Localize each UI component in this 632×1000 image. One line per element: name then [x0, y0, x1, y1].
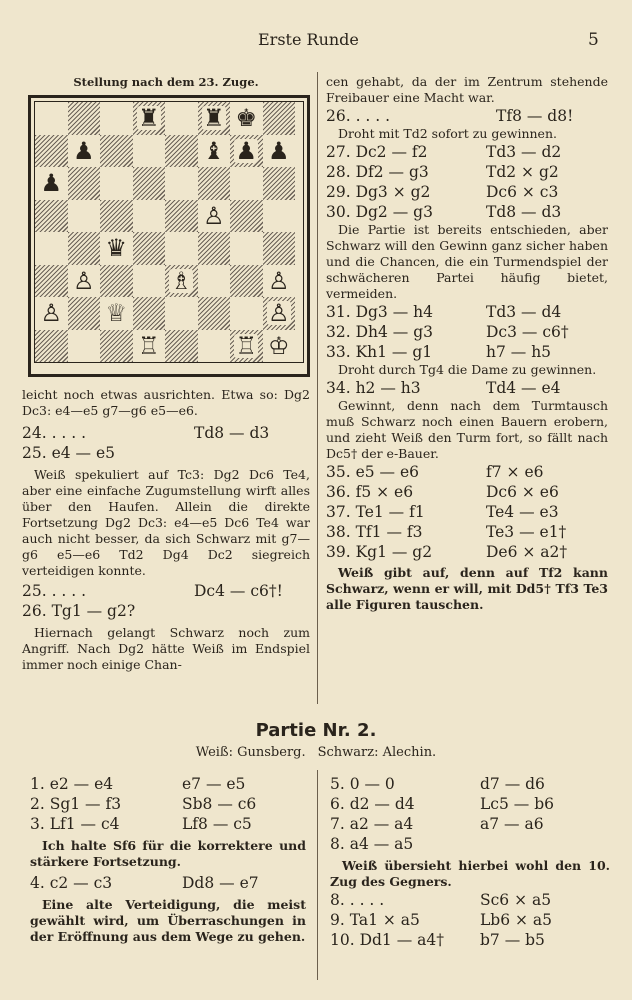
chess-piece-icon: ♖	[137, 331, 160, 360]
black-move: Td3 — d2	[486, 143, 562, 161]
chess-diagram	[28, 95, 310, 377]
move-row	[326, 502, 608, 522]
board-square	[263, 200, 296, 233]
white-move: 8. a4 — a5	[330, 835, 414, 853]
board-square	[230, 265, 263, 298]
board-square	[35, 135, 68, 168]
black-move: Td8 — d3	[194, 424, 270, 442]
page-number: 5	[588, 30, 599, 50]
white-move: 29. Dg3 × g2	[326, 183, 431, 201]
white-move: 39. Kg1 — g2	[326, 543, 433, 561]
board-square	[35, 265, 68, 298]
board-square	[133, 102, 166, 135]
white-move: 7. a2 — a4	[330, 815, 414, 833]
board-square	[198, 200, 231, 233]
black-move: Dc3 — c6†	[486, 323, 569, 341]
board-square	[165, 135, 198, 168]
board-square	[35, 102, 68, 135]
board-square	[165, 167, 198, 200]
move-list	[30, 774, 306, 834]
board-square	[165, 330, 198, 363]
board-square	[198, 167, 231, 200]
left-column	[22, 74, 310, 673]
move-row	[326, 378, 608, 398]
chess-piece-icon: ♙	[267, 299, 290, 328]
black-move: De6 × a2†	[486, 543, 568, 561]
board-square	[100, 265, 133, 298]
board-square	[68, 102, 101, 135]
move-row	[326, 542, 608, 562]
board-square	[230, 330, 263, 363]
board-square	[198, 232, 231, 265]
board-square	[68, 265, 101, 298]
white-move: 26. Tg1 — g2?	[22, 602, 136, 620]
chess-piece-icon: ♟	[235, 136, 257, 165]
black-move: Td2 × g2	[486, 163, 559, 181]
game2-note-3: Weiß übersieht hierbei wohl den 10. Zug des Gegners.	[330, 858, 610, 889]
diagram-caption: Stellung nach dem 23. Zuge.	[73, 75, 259, 89]
board-square	[263, 135, 296, 168]
right-column	[326, 74, 608, 613]
chess-piece-icon: ♟	[267, 136, 290, 165]
board-square	[263, 167, 296, 200]
game2-right-column	[330, 774, 610, 950]
board-square	[165, 102, 198, 135]
board-square	[68, 330, 101, 363]
board-square	[198, 265, 231, 298]
black-move: Sb8 — c6	[182, 795, 257, 813]
board-square	[100, 135, 133, 168]
board-square	[198, 102, 231, 135]
white-move: 25. . . . .	[22, 582, 87, 600]
black-move: Td3 — d4	[486, 303, 562, 321]
chess-piece-icon: ♙	[72, 266, 95, 295]
white-move: 10. Dd1 — a4†	[330, 931, 444, 949]
move-row	[326, 462, 608, 482]
board-square	[100, 297, 133, 330]
move-row	[330, 890, 610, 910]
move-row	[326, 106, 608, 126]
move-row	[330, 814, 610, 834]
black-move: e7 — e5	[182, 775, 246, 793]
move-list	[330, 890, 610, 950]
board-square	[100, 167, 133, 200]
board-square	[230, 135, 263, 168]
board-square	[198, 135, 231, 168]
board-square	[100, 330, 133, 363]
board-square	[165, 265, 198, 298]
white-move: 9. Ta1 × a5	[330, 911, 420, 929]
white-move: 24. . . . .	[22, 424, 87, 442]
chess-piece-icon: ♟	[72, 136, 95, 165]
black-move: h7 — h5	[486, 343, 552, 361]
board-square	[133, 135, 166, 168]
black-player: Schwarz: Alechin.	[317, 745, 437, 760]
chess-piece-icon: ♙	[40, 299, 62, 328]
right-text-4: Droht durch Tg4 die Dame zu gewinnen.	[338, 362, 597, 377]
chess-piece-icon: ♚	[235, 104, 257, 133]
game2-note-1: Ich halte Sf6 für die korrektere und stärkere Fortsetzung.	[30, 838, 306, 869]
board-square	[165, 200, 198, 233]
right-text-6: Weiß gibt auf, denn auf Tf2 kann Schwarz, wenn er will, mit Dd5† Tf3 Te3 alle Figuren tauschen.	[326, 565, 608, 612]
move-list	[326, 142, 608, 222]
board-square	[263, 297, 296, 330]
white-move: 36. f5 × e6	[326, 483, 414, 501]
board-square	[198, 330, 231, 363]
board-square	[165, 232, 198, 265]
white-player: Weiß: Gunsberg.	[195, 745, 306, 760]
board-square	[100, 200, 133, 233]
column-divider-top	[317, 72, 318, 704]
move-row	[326, 482, 608, 502]
white-move: 3. Lf1 — c4	[30, 815, 120, 833]
move-list	[326, 302, 608, 362]
white-move: 35. e5 — e6	[326, 463, 419, 481]
move-row	[22, 423, 310, 443]
right-text-3: Die Partie ist bereits entschieden, aber Schwarz will den Gewinn ganz sicher haben und die Chancen, die ein Turmendspiel der schwächeren Partei häufig bietet, vermeiden.	[326, 222, 608, 301]
black-move: Lf8 — c5	[182, 815, 252, 833]
page-header	[0, 30, 632, 54]
move-row	[326, 142, 608, 162]
board-square	[263, 330, 296, 363]
board-square	[68, 200, 101, 233]
board-square	[263, 265, 296, 298]
board-square	[230, 297, 263, 330]
white-move: 33. Kh1 — g1	[326, 343, 433, 361]
chess-piece-icon: ♜	[202, 104, 225, 133]
move-row	[30, 794, 306, 814]
right-text-2: Droht mit Td2 sofort zu gewinnen.	[338, 126, 557, 141]
chess-piece-icon: ♝	[202, 136, 225, 165]
black-move: Te4 — e3	[486, 503, 559, 521]
board-square	[35, 232, 68, 265]
black-move: a7 — a6	[480, 815, 544, 833]
move-list	[330, 774, 610, 854]
black-move: Te3 — e1†	[486, 523, 567, 541]
board-square	[35, 200, 68, 233]
move-row	[30, 873, 306, 893]
board-square	[263, 232, 296, 265]
board-square	[133, 330, 166, 363]
white-move: 34. h2 — h3	[326, 379, 421, 397]
black-move: f7 × e6	[486, 463, 544, 481]
board-square	[133, 297, 166, 330]
white-move: 32. Dh4 — g3	[326, 323, 433, 341]
board-square	[133, 200, 166, 233]
move-row	[330, 910, 610, 930]
black-move: Dc4 — c6†!	[194, 582, 283, 600]
chess-piece-icon: ♖	[235, 331, 257, 360]
right-text-1: cen gehabt, da der im Zentrum stehende Freibauer eine Macht war.	[326, 74, 608, 105]
white-move: 1. e2 — e4	[30, 775, 114, 793]
chess-piece-icon: ♕	[105, 299, 127, 328]
board-square	[230, 102, 263, 135]
left-text-2: Weiß spekuliert auf Tc3: Dg2 Dc6 Te4, aber eine einfache Zugumstellung wirft alles über den Haufen. Allein die direkte Fortsetzung Dg2 Dc3: e4—e5 Dc6 Te4 war auch nicht besser, da sich Schwarz mit g7—g6 e5—e6 Td2 Dg4 Dc2 siegreich verteidigen konnte.	[22, 467, 310, 578]
white-move: 30. Dg2 — g3	[326, 203, 433, 221]
chess-piece-icon: ♜	[137, 104, 160, 133]
move-row	[326, 342, 608, 362]
board-square	[35, 330, 68, 363]
white-move: 25. e4 — e5	[22, 444, 115, 462]
move-row	[330, 834, 610, 854]
black-move: Dc6 × c3	[486, 183, 559, 201]
chess-piece-icon: ♗	[170, 266, 192, 295]
board-square	[263, 102, 296, 135]
white-move: 31. Dg3 — h4	[326, 303, 433, 321]
move-row	[30, 814, 306, 834]
move-row	[22, 601, 310, 621]
game2-left-column	[30, 774, 306, 945]
move-row	[22, 443, 310, 463]
move-row	[326, 322, 608, 342]
white-move: 37. Te1 — f1	[326, 503, 425, 521]
black-move: Dd8 — e7	[182, 874, 259, 892]
move-row	[22, 581, 310, 601]
black-move: Sc6 × a5	[480, 891, 552, 909]
chess-piece-icon: ♙	[202, 201, 225, 230]
left-text-1: leicht noch etwas ausrichten. Etwa so: Dg2 Dc3: e4—e5 g7—g6 e5—e6.	[22, 387, 310, 418]
black-move: Tf8 — d8!	[496, 107, 574, 125]
board-square	[68, 232, 101, 265]
board-square	[230, 167, 263, 200]
move-row	[326, 302, 608, 322]
white-move: 26. . . . .	[326, 107, 391, 125]
running-title: Erste Runde	[258, 30, 359, 49]
black-move: Td8 — d3	[486, 203, 562, 221]
move-row	[330, 774, 610, 794]
chess-board	[34, 101, 304, 363]
board-square	[133, 265, 166, 298]
move-row	[326, 202, 608, 222]
chess-piece-icon: ♛	[105, 234, 127, 263]
board-square	[35, 167, 68, 200]
white-move: 8. . . . .	[330, 891, 385, 909]
white-move: 4. c2 — c3	[30, 874, 113, 892]
chess-piece-icon: ♙	[267, 266, 290, 295]
chess-piece-icon: ♟	[40, 169, 62, 198]
board-square	[198, 297, 231, 330]
board-square	[230, 232, 263, 265]
black-move: Lc5 — b6	[480, 795, 554, 813]
board-square	[35, 297, 68, 330]
board-square	[165, 297, 198, 330]
move-row	[326, 522, 608, 542]
white-move: 28. Df2 — g3	[326, 163, 429, 181]
column-divider-bottom	[317, 770, 318, 980]
board-square	[230, 200, 263, 233]
chess-piece-icon: ♔	[267, 331, 290, 360]
white-move: 38. Tf1 — f3	[326, 523, 423, 541]
black-move: Dc6 × e6	[486, 483, 559, 501]
move-list	[326, 462, 608, 562]
black-move: Td4 — e4	[486, 379, 561, 397]
players-line	[0, 745, 632, 760]
black-move: Lb6 × a5	[480, 911, 553, 929]
board-square	[100, 102, 133, 135]
right-text-5: Gewinnt, denn nach dem Turmtausch muß Schwarz noch einen Bauern erobern, und zieht Weiß den Turm fort, so fällt nach Dc5† der e-Bauer.	[326, 398, 608, 461]
board-square	[68, 167, 101, 200]
white-move: 2. Sg1 — f3	[30, 795, 122, 813]
white-move: 6. d2 — d4	[330, 795, 415, 813]
black-move: d7 — d6	[480, 775, 545, 793]
move-row	[30, 774, 306, 794]
move-row	[330, 794, 610, 814]
move-row	[326, 162, 608, 182]
game2-note-2: Eine alte Verteidigung, die meist gewählt wird, um Überraschungen in der Eröffnung aus dem Wege zu gehen.	[30, 897, 306, 944]
game-title: Partie Nr. 2.	[255, 720, 377, 741]
board-square	[133, 232, 166, 265]
white-move: 27. Dc2 — f2	[326, 143, 428, 161]
white-move: 5. 0 — 0	[330, 775, 395, 793]
move-row	[330, 930, 610, 950]
board-square	[133, 167, 166, 200]
move-row	[326, 182, 608, 202]
board-square	[68, 297, 101, 330]
left-text-3: Hiernach gelangt Schwarz noch zum Angriff. Nach Dg2 hätte Weiß im Endspiel immer noch einige Chan-	[22, 625, 310, 672]
board-square	[100, 232, 133, 265]
black-move: b7 — b5	[480, 931, 545, 949]
board-square	[68, 135, 101, 168]
